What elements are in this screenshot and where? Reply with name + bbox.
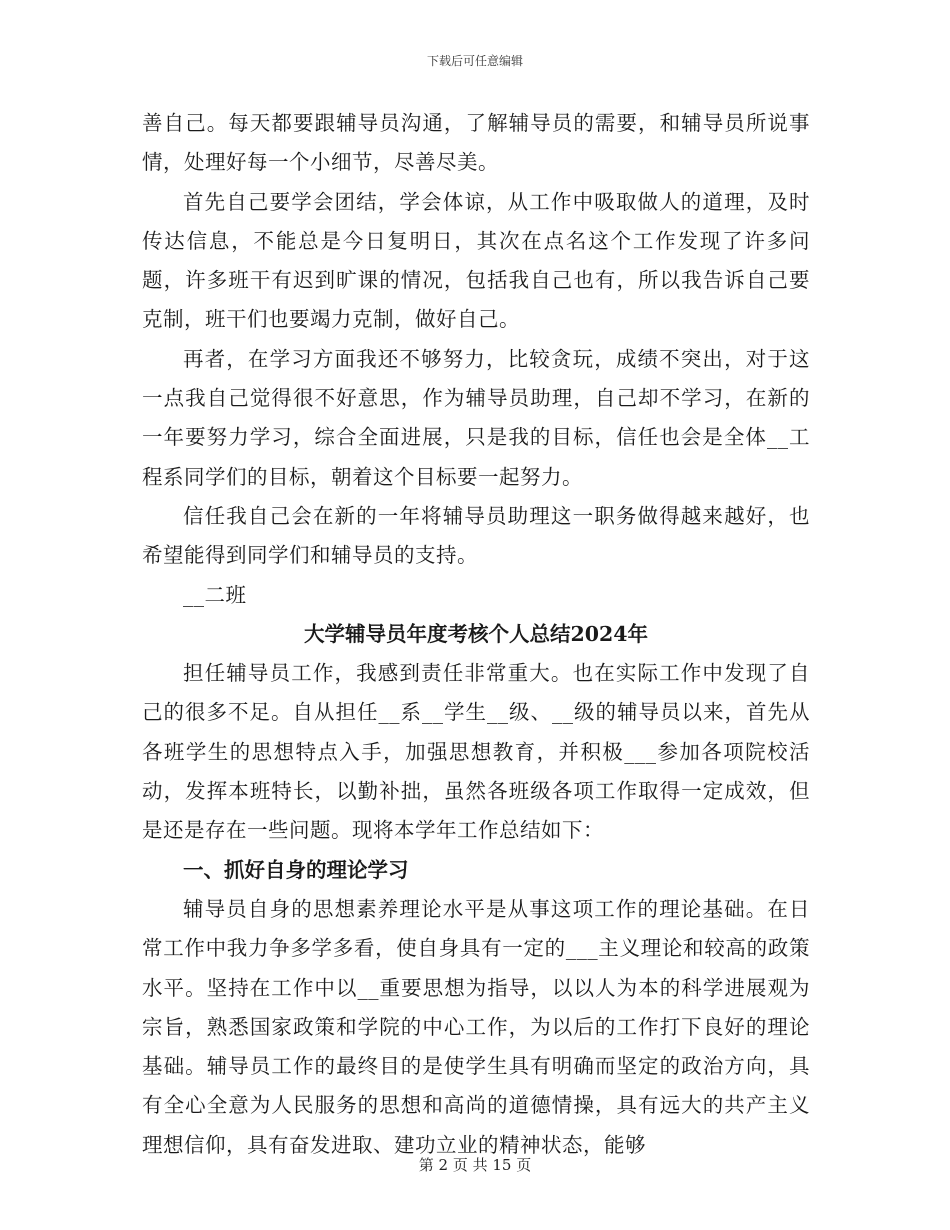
paragraph-unity: 首先自己要学会团结，学会体谅，从工作中吸取做人的道理，及时传达信息，不能总是今日复明日，其次在点名这个工作发现了许多问题，许多班干有迟到旷课的情况，包括我自己也有，所以我告诉自己要克制，班干们也要竭力克制，做好自己。 — [142, 189, 810, 332]
page-header: 下载后可任意编辑 — [426, 54, 523, 68]
paragraph-study: 再者，在学习方面我还不够努力，比较贪玩，成绩不突出，对于这一点我自己觉得很不好意思，作为辅导员助理，自己却不学习，在新的一年要努力学习，综合全面进展，只是我的目标，信任也会是全体__工程系同学们的目标，朝着这个目标要一起努力。 — [142, 346, 810, 489]
paragraph-signature: __二班 — [183, 582, 247, 607]
section-title: 大学辅导员年度考核个人总结2024年 — [303, 621, 649, 646]
paragraph-continuation: 善自己。每天都要跟辅导员沟通，了解辅导员的需要，和辅导员所说事情，处理好每一个小细节，尽善尽美。 — [142, 111, 810, 175]
document-body — [142, 104, 810, 1165]
page-footer: 第 2 页 共 15 页 — [418, 1156, 532, 1174]
paragraph-confidence: 信任我自己会在新的一年将辅导员助理这一职务做得越来越好，也希望能得到同学们和辅导员的支持。 — [142, 503, 810, 568]
section-body-1: 辅导员自身的思想素养理论水平是从事这项工作的理论基础。在日常工作中我力争多学多看，使自身具有一定的___主义理论和较高的政策水平。坚持在工作中以__重要思想为指导，以以人为本的科学进展观为宗旨，熟悉国家政策和学院的中心工作，为以后的工作打下良好的理论基础。辅导员工作的最终目的是使学生具有明确而坚定的政治方向，具有全心全意为人民服务的思想和高尚的道德情操，具有远大的共产主义理想信仰，具有奋发进取、建功立业的精神状态，能够 — [142, 896, 810, 1157]
section-intro: 担任辅导员工作，我感到责任非常重大。也在实际工作中发现了自己的很多不足。自从担任__系__学生__级、__级的辅导员以来，首先从各班学生的思想特点入手，加强思想教育，并积极___参加各项院校活动，发挥本班特长，以勤补拙，虽然各班级各项工作取得一定成效，但是还是存在一些问题。现将本学年工作总结如下： — [142, 661, 810, 843]
section-heading-1: 一、抓好自身的理论学习 — [183, 857, 409, 882]
